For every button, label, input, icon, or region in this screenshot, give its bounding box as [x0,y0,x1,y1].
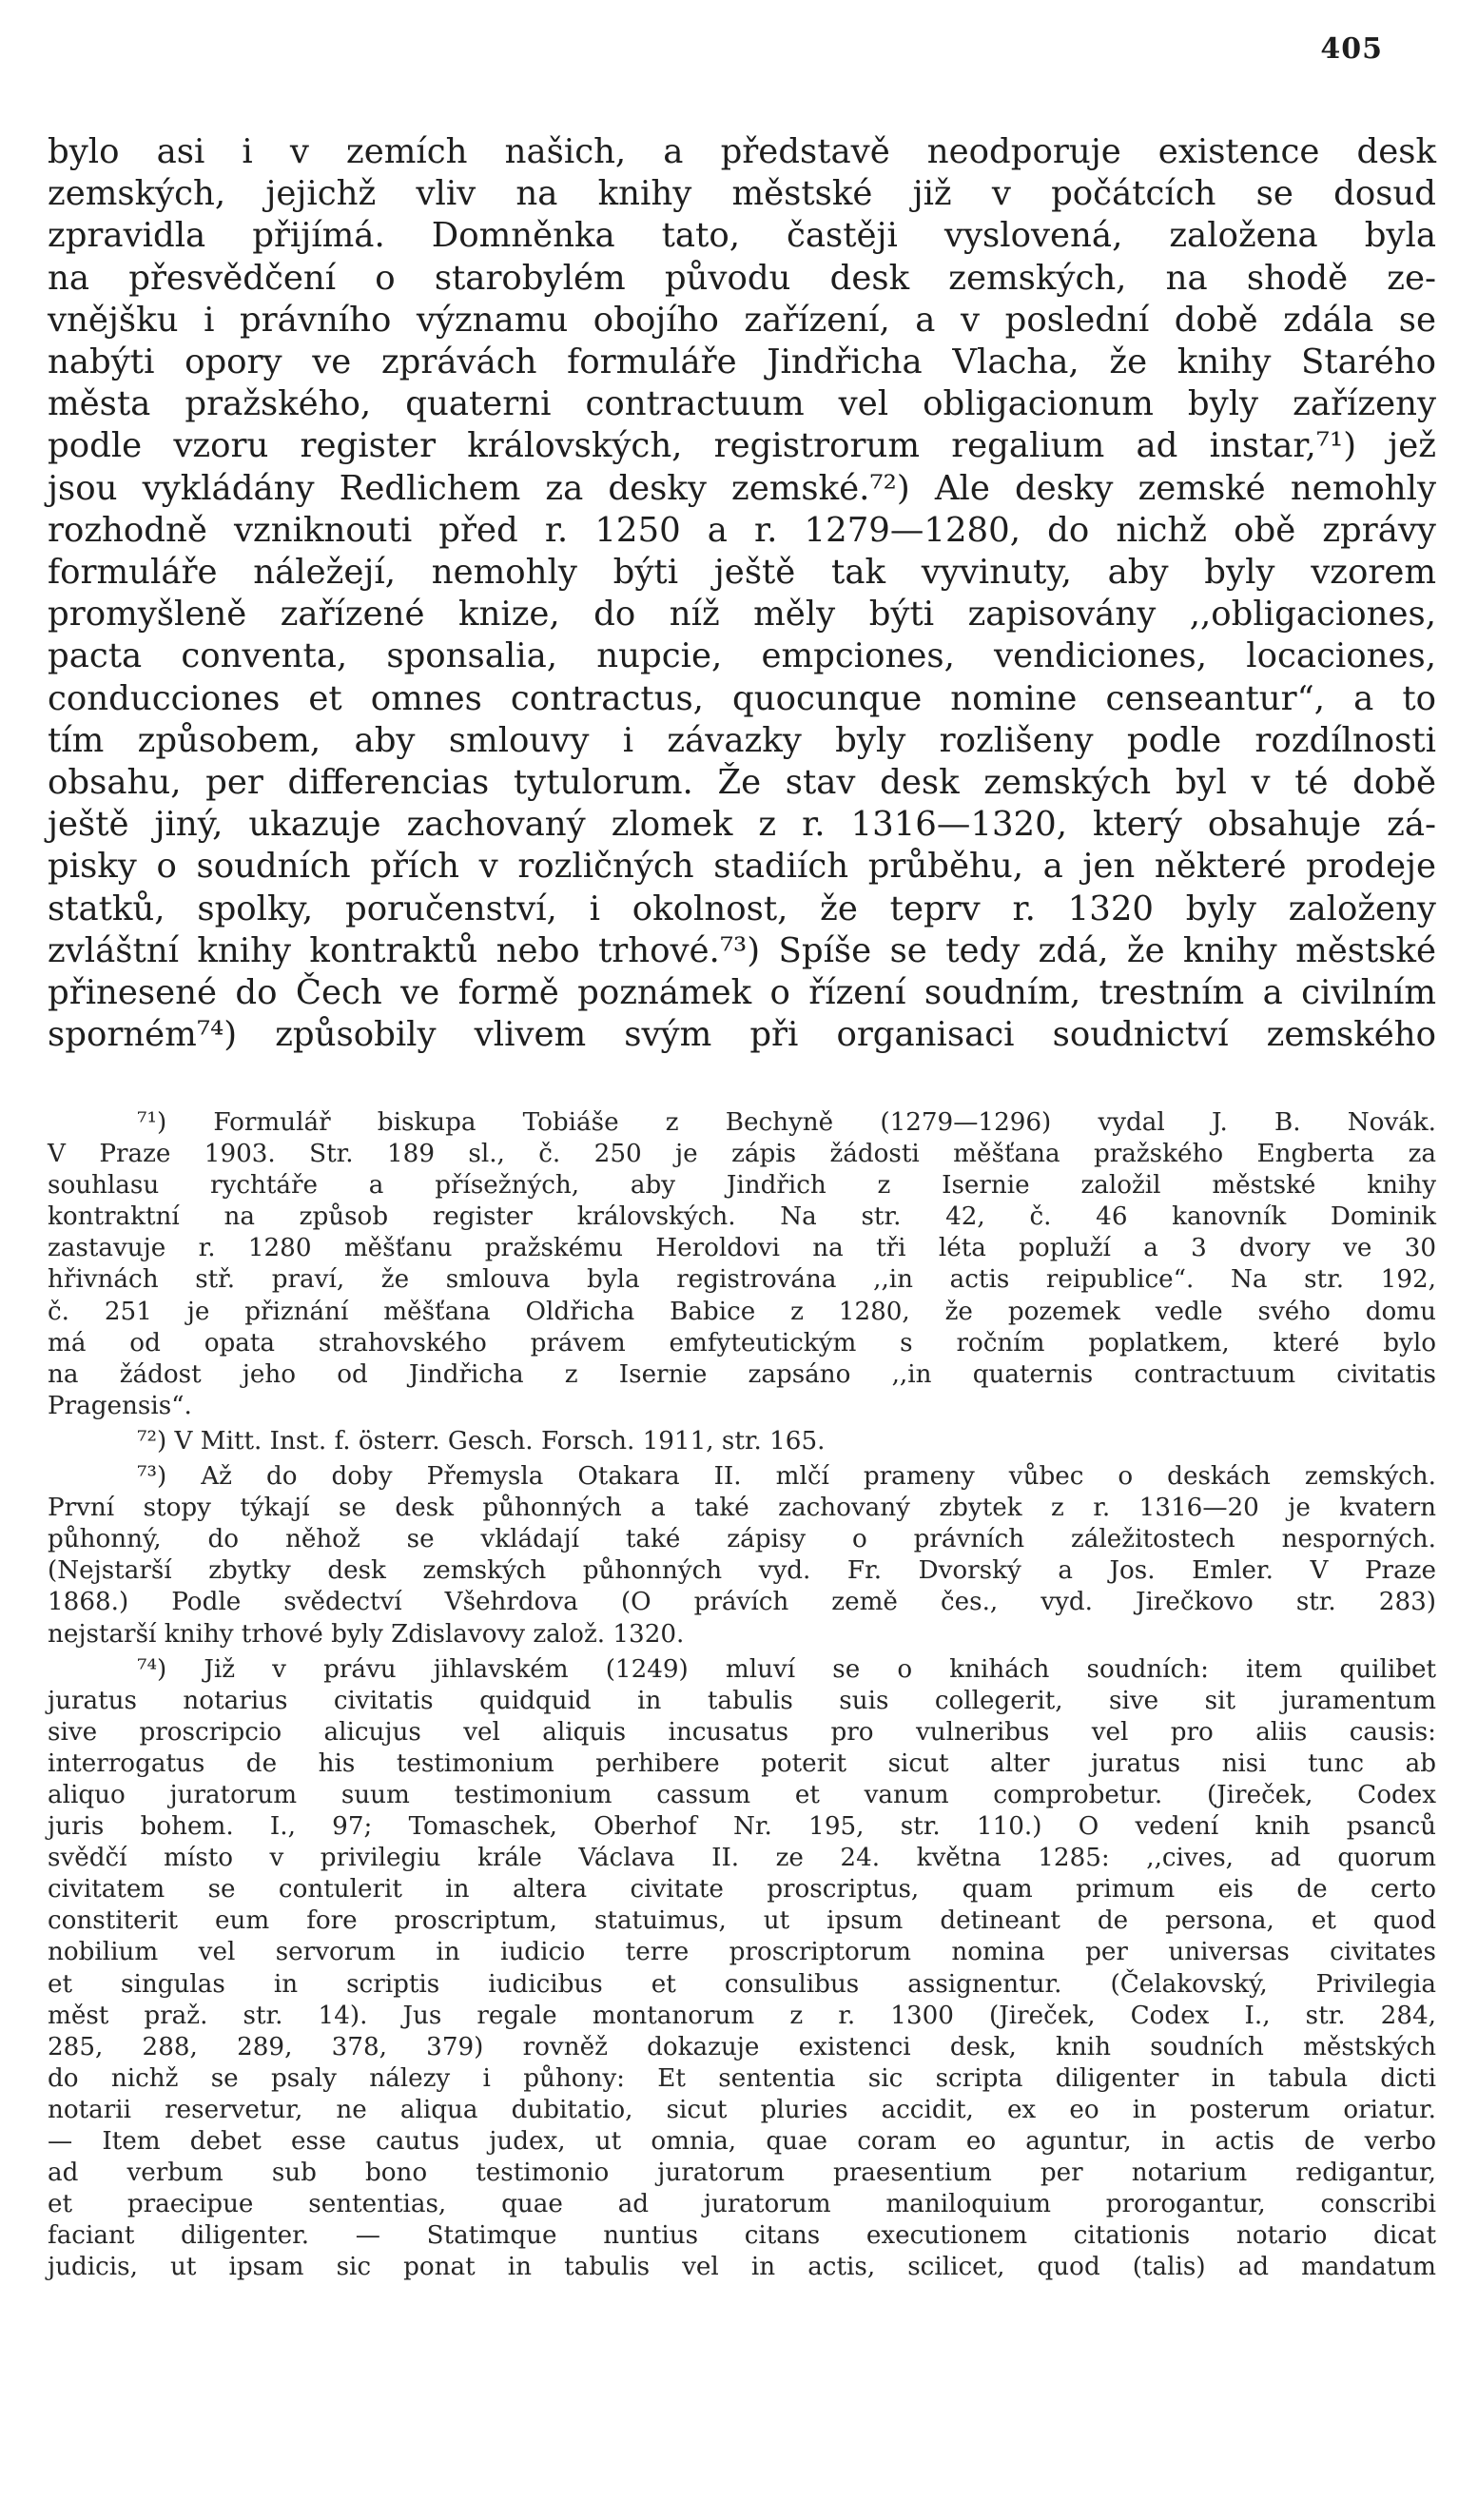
body-line: sporném⁷⁴) způsobily vlivem svým při organisaci soudnictví zemského [48,1015,1436,1055]
footnote-line: 285, 288, 289, 378, 379) rovněž dokazuje existenci desk, knih soudních městských [48,2032,1436,2061]
footnote-line: na žádost jeho od Jindřicha z Isernie zapsáno ,,in quaternis contractuum civitatis [48,1359,1436,1389]
footnote-line: interrogatus de his testimonium perhibere poterit sicut alter juratus nisi tunc ab [48,1748,1436,1778]
footnote-line: sive proscripcio alicujus vel aliquis incusatus pro vulneribus vel pro aliis causis: [48,1717,1436,1747]
main-text [48,131,1436,1056]
body-line: pacta conventa, sponsalia, nupcie, empciones, vendiciones, locaciones, [48,636,1436,676]
footnote-line: První stopy týkají se desk půhonných a také zachovaný zbytek z r. 1316—20 je kvatern [48,1494,1436,1523]
footnote-line: juris bohem. I., 97; Tomaschek, Oberhof Nr. 195, str. 110.) O vedení knih psanců [48,1812,1436,1842]
footnote-line: ⁷¹) Formulář biskupa Tobiáše z Bechyně (1279—1296) vydal J. B. Novák. [137,1108,1436,1137]
footnote-line: judicis, ut ipsam sic ponat in tabulis vel in actis, scilicet, quod (talis) ad mandatum [48,2253,1436,2282]
body-line: jsou vykládány Redlichem za desky zemské.⁷²) Ale desky zemské nemohly [48,468,1436,508]
footnote-74 [48,1654,1436,2284]
body-line: města pražského, quaterni contractuum vel obligacionum byly zařízeny [48,384,1436,424]
body-line: obsahu, per differencias tytulorum. Že stav desk zemských byl v té době [48,763,1436,803]
footnote-line: zastavuje r. 1280 měšťanu pražskému Heroldovi na tři léta popluží a 3 dvory ve 30 [48,1234,1436,1263]
body-line: tím způsobem, aby smlouvy i závazky byly rozlišeny podle rozdílnosti [48,720,1436,760]
body-line: promyšleně zařízené knize, do níž měly býti zapisovány ,,obligaciones, [48,595,1436,635]
footnote-line: do nichž se psaly nálezy i půhony: Et sententia sic scripta diligenter in tabula dicti [48,2063,1436,2093]
footnote-line: ⁷⁴) Již v právu jihlavském (1249) mluví se o knihách soudních: item quilibet [137,1654,1436,1684]
footnote-line: nejstarší knihy trhové byly Zdislavovy založ. 1320. [48,1619,685,1649]
body-line: bylo asi i v zemích našich, a představě neodporuje existence desk [48,132,1436,171]
body-line: podle vzoru register královských, registrorum regalium ad instar,⁷¹) jež [48,426,1436,466]
footnote-line: č. 251 je přiznání měšťana Oldřicha Babice z 1280, že pozemek vedle svého domu [48,1297,1436,1326]
footnote-71 [48,1107,1436,1422]
body-line: na přesvědčení o starobylém původu desk zemských, na shodě ze- [48,258,1436,298]
footnote-line: constiterit eum fore proscriptum, statuimus, ut ipsum detineant de persona, et quod [48,1906,1436,1936]
footnote-line: Pragensis“. [48,1391,192,1420]
footnote-73 [48,1461,1436,1651]
footnote-72 [48,1426,1436,1457]
footnote-line: et singulas in scriptis iudicibus et consulibus assignentur. (Čelakovský, Privilegia [48,1969,1436,1999]
body-line: formuláře náležejí, nemohly býti ještě tak vyvinuty, aby byly vzorem [48,553,1436,593]
footnote-line: faciant diligenter. — Statimque nuntius citans executionem citationis notario dicat [48,2221,1436,2251]
footnote-line: kontraktní na způsob register královských. Na str. 42, č. 46 kanovník Dominik [48,1202,1436,1232]
footnote-line: ad verbum sub bono testimonio juratorum praesentium per notarium redigantur, [48,2159,1436,2188]
body-line: přinesené do Čech ve formě poznámek o řízení soudním, trestním a civilním [48,973,1436,1013]
body-line: ještě jiný, ukazuje zachovaný zlomek z r. 1316—1320, který obsahuje zá- [48,805,1436,845]
body-line: nabýti opory ve zprávách formuláře Jindřicha Vlacha, že knihy Starého [48,342,1436,382]
body-line: conducciones et omnes contractus, quocunque nomine censeantur“, a to [48,678,1436,718]
footnote-line: hřivnách stř. praví, že smlouva byla registrována ,,in actis reipublice“. Na str. 192, [48,1265,1436,1295]
footnote-line: má od opata strahovského právem emfyteutickým s ročním poplatkem, které bylo [48,1328,1436,1358]
footnote-line: ⁷³) Až do doby Přemysla Otakara II. mlčí prameny vůbec o deskách zemských. [137,1462,1436,1492]
footnote-line: V Praze 1903. Str. 189 sl., č. 250 je zápis žádosti měšťana pražského Engberta za [48,1140,1436,1169]
footnotes [48,1107,1436,2283]
footnote-line: měst praž. str. 14). Jus regale montanorum z r. 1300 (Jireček, Codex I., str. 284, [48,2001,1436,2030]
body-line: pisky o soudních přích v rozličných stadiích průběhu, a jen některé prodeje [48,847,1436,887]
body-line: statků, spolky, poručenství, i okolnost, že teprv r. 1320 byly založeny [48,889,1436,928]
footnote-line: notarii reservetur, ne aliqua dubitatio, sicut pluries accidit, ex eo in posterum oriatur. [48,2095,1436,2124]
footnote-line: — Item debet esse cautus judex, ut omnia, quae coram eo aguntur, in actis de verbo [48,2127,1436,2156]
footnote-line: et praecipue sententias, quae ad juratorum maniloquium prorogantur, conscribi [48,2190,1436,2219]
body-line: vnějšku i právního významu obojího zařízení, a v poslední době zdála se [48,300,1436,340]
body-line: rozhodně vzniknouti před r. 1250 a r. 1279—1280, do nichž obě zprávy [48,510,1436,550]
body-line: zvláštní knihy kontraktů nebo trhové.⁷³) Spíše se tedy zdá, že knihy městské [48,930,1436,970]
footnote-line: nobilium vel servorum in iudicio terre proscriptorum nomina per universas civitates [48,1938,1436,1967]
body-line: zemských, jejichž vliv na knihy městské již v počátcích se dosud [48,174,1436,214]
footnote-line: půhonný, do něhož se vkládají také zápisy o právních záležitostech nesporných. [48,1525,1436,1554]
footnote-line: 1868.) Podle svědectví Všehrdova (O právích země čes., vyd. Jirečkovo str. 283) [48,1588,1436,1617]
footnote-line: juratus notarius civitatis quidquid in tabulis suis collegerit, sive sit juramentum [48,1686,1436,1715]
footnote-line: (Nejstarší zbytky desk zemských půhonných vyd. Fr. Dvorský a Jos. Emler. V Praze [48,1556,1436,1586]
footnote-line: souhlasu rychtáře a přísežných, aby Jindřich z Isernie založil městské knihy [48,1171,1436,1201]
footnote-line: svědčí místo v privilegiu krále Václava II. ze 24. května 1285: ,,cives, ad quorum [48,1844,1436,1873]
footnote-line: ⁷²) V Mitt. Inst. f. österr. Gesch. Forsch. 1911, str. 165. [137,1426,826,1455]
page-number: 405 [1320,32,1383,66]
footnote-line: civitatem se contulerit in altera civitate proscriptus, quam primum eis de certo [48,1875,1436,1905]
footnote-line: aliquo juratorum suum testimonium cassum et vanum comprobetur. (Jireček, Codex [48,1780,1436,1809]
body-line: zpravidla přijímá. Domněnka tato, častěji vyslovená, založena byla [48,216,1436,256]
